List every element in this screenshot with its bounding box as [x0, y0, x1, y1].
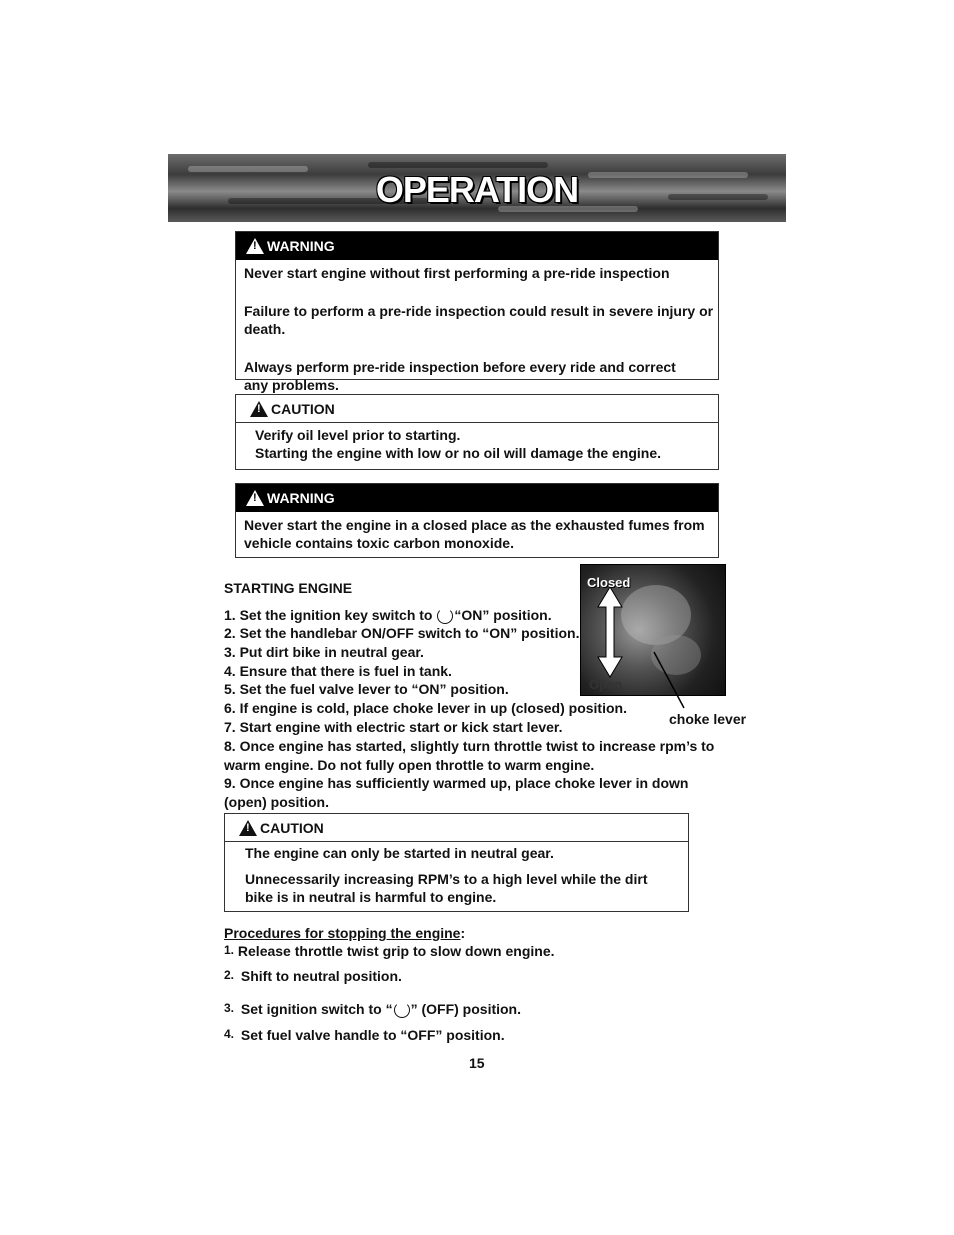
- warning-icon: [246, 490, 264, 506]
- ignition-key-icon: [394, 1002, 410, 1018]
- page-title: OPERATION: [375, 169, 579, 210]
- list-item: [224, 968, 402, 984]
- warning-header: [236, 484, 718, 512]
- step-text: Set fuel valve handle to “OFF” position.: [240, 1027, 505, 1043]
- caution-header: [225, 814, 688, 842]
- list-item: 3. Put dirt bike in neutral gear.: [224, 644, 424, 660]
- closed-label: Closed: [587, 575, 631, 590]
- list-item: 4. Ensure that there is fuel in tank.: [224, 663, 452, 679]
- open-label: Open: [589, 677, 623, 692]
- section-title-starting: STARTING ENGINE: [224, 580, 353, 596]
- step-text: ” (OFF) position.: [410, 1001, 521, 1017]
- list-item: 8. Once engine has started, slightly turn throttle twist to increase rpm’s to warm engine. Do not fully open throttle to warm engine.: [224, 738, 715, 773]
- warning-header: [236, 232, 718, 260]
- step-text: 1. Set the ignition key switch to: [224, 607, 437, 623]
- page-number: 15: [469, 1055, 485, 1071]
- warning-body: [236, 260, 718, 394]
- caution-body: [225, 842, 688, 906]
- caution-box-neutral: [224, 813, 689, 912]
- banner-texture: [368, 162, 548, 168]
- header-banner: [168, 154, 786, 222]
- step-number: 2.: [224, 968, 235, 982]
- caution-label: CAUTION: [260, 819, 324, 836]
- warning-text: Failure to perform a pre-ride inspection could result in severe injury or death.: [244, 303, 714, 337]
- warning-text: Always perform pre-ride inspection before every ride and correct any problems.: [244, 359, 676, 393]
- caution-text: Starting the engine with low or no oil will damage the engine.: [255, 445, 662, 461]
- stopping-title-colon: :: [460, 925, 466, 941]
- warning-label: WARNING: [267, 490, 335, 506]
- section-title-stopping: [224, 925, 465, 941]
- list-item: 2. Set the handlebar ON/OFF switch to “ON” position.: [224, 625, 580, 641]
- step-text: “ON” position.: [454, 607, 552, 623]
- warning-box-inspection: [235, 231, 719, 393]
- caution-text: Unnecessarily increasing RPM’s to a high level while the dirt bike is in neutral is harmful to engine.: [245, 871, 648, 905]
- warning-text: Never start engine without first performing a pre-ride inspection: [244, 265, 670, 281]
- stopping-title-text: Procedures for stopping the engine: [224, 925, 461, 941]
- caution-header: [236, 395, 718, 423]
- caution-body: [236, 423, 718, 462]
- pointer-line: [650, 650, 690, 710]
- list-item: 9. Once engine has sufficiently warmed up, place choke lever in down (open) position.: [224, 775, 689, 810]
- caution-icon: [250, 401, 268, 417]
- warning-label: WARNING: [267, 238, 335, 254]
- step-number: 3.: [224, 1001, 235, 1015]
- photo-caption: choke lever: [669, 711, 747, 727]
- warning-text: Never start the engine in a closed place as the exhausted fumes from vehicle contains toxic carbon monoxide.: [244, 517, 705, 551]
- warning-body: [236, 512, 718, 552]
- list-item: 7. Start engine with electric start or kick start lever.: [224, 719, 563, 735]
- list-item: 5. Set the fuel valve lever to “ON” position.: [224, 681, 509, 697]
- caution-icon: [239, 820, 257, 836]
- caution-text: Verify oil level prior to starting.: [255, 427, 461, 443]
- step-number: 4.: [224, 1027, 235, 1041]
- step-text: Shift to neutral position.: [240, 968, 402, 984]
- list-item: [224, 943, 555, 959]
- list-item: [224, 1001, 521, 1018]
- ignition-key-icon: [437, 608, 453, 624]
- caution-text: The engine can only be started in neutral gear.: [245, 845, 554, 861]
- caution-label: CAUTION: [271, 400, 335, 417]
- warning-icon: [246, 238, 264, 254]
- step-text: Release throttle twist grip to slow down engine.: [237, 943, 555, 959]
- list-item: [224, 1027, 505, 1043]
- caution-box-oil: [235, 394, 719, 470]
- step-text: Set ignition switch to “: [240, 1001, 393, 1017]
- list-item: [224, 607, 552, 624]
- list-item: 6. If engine is cold, place choke lever in up (closed) position.: [224, 700, 627, 716]
- warning-box-fumes: [235, 483, 719, 558]
- step-number: 1.: [224, 943, 235, 957]
